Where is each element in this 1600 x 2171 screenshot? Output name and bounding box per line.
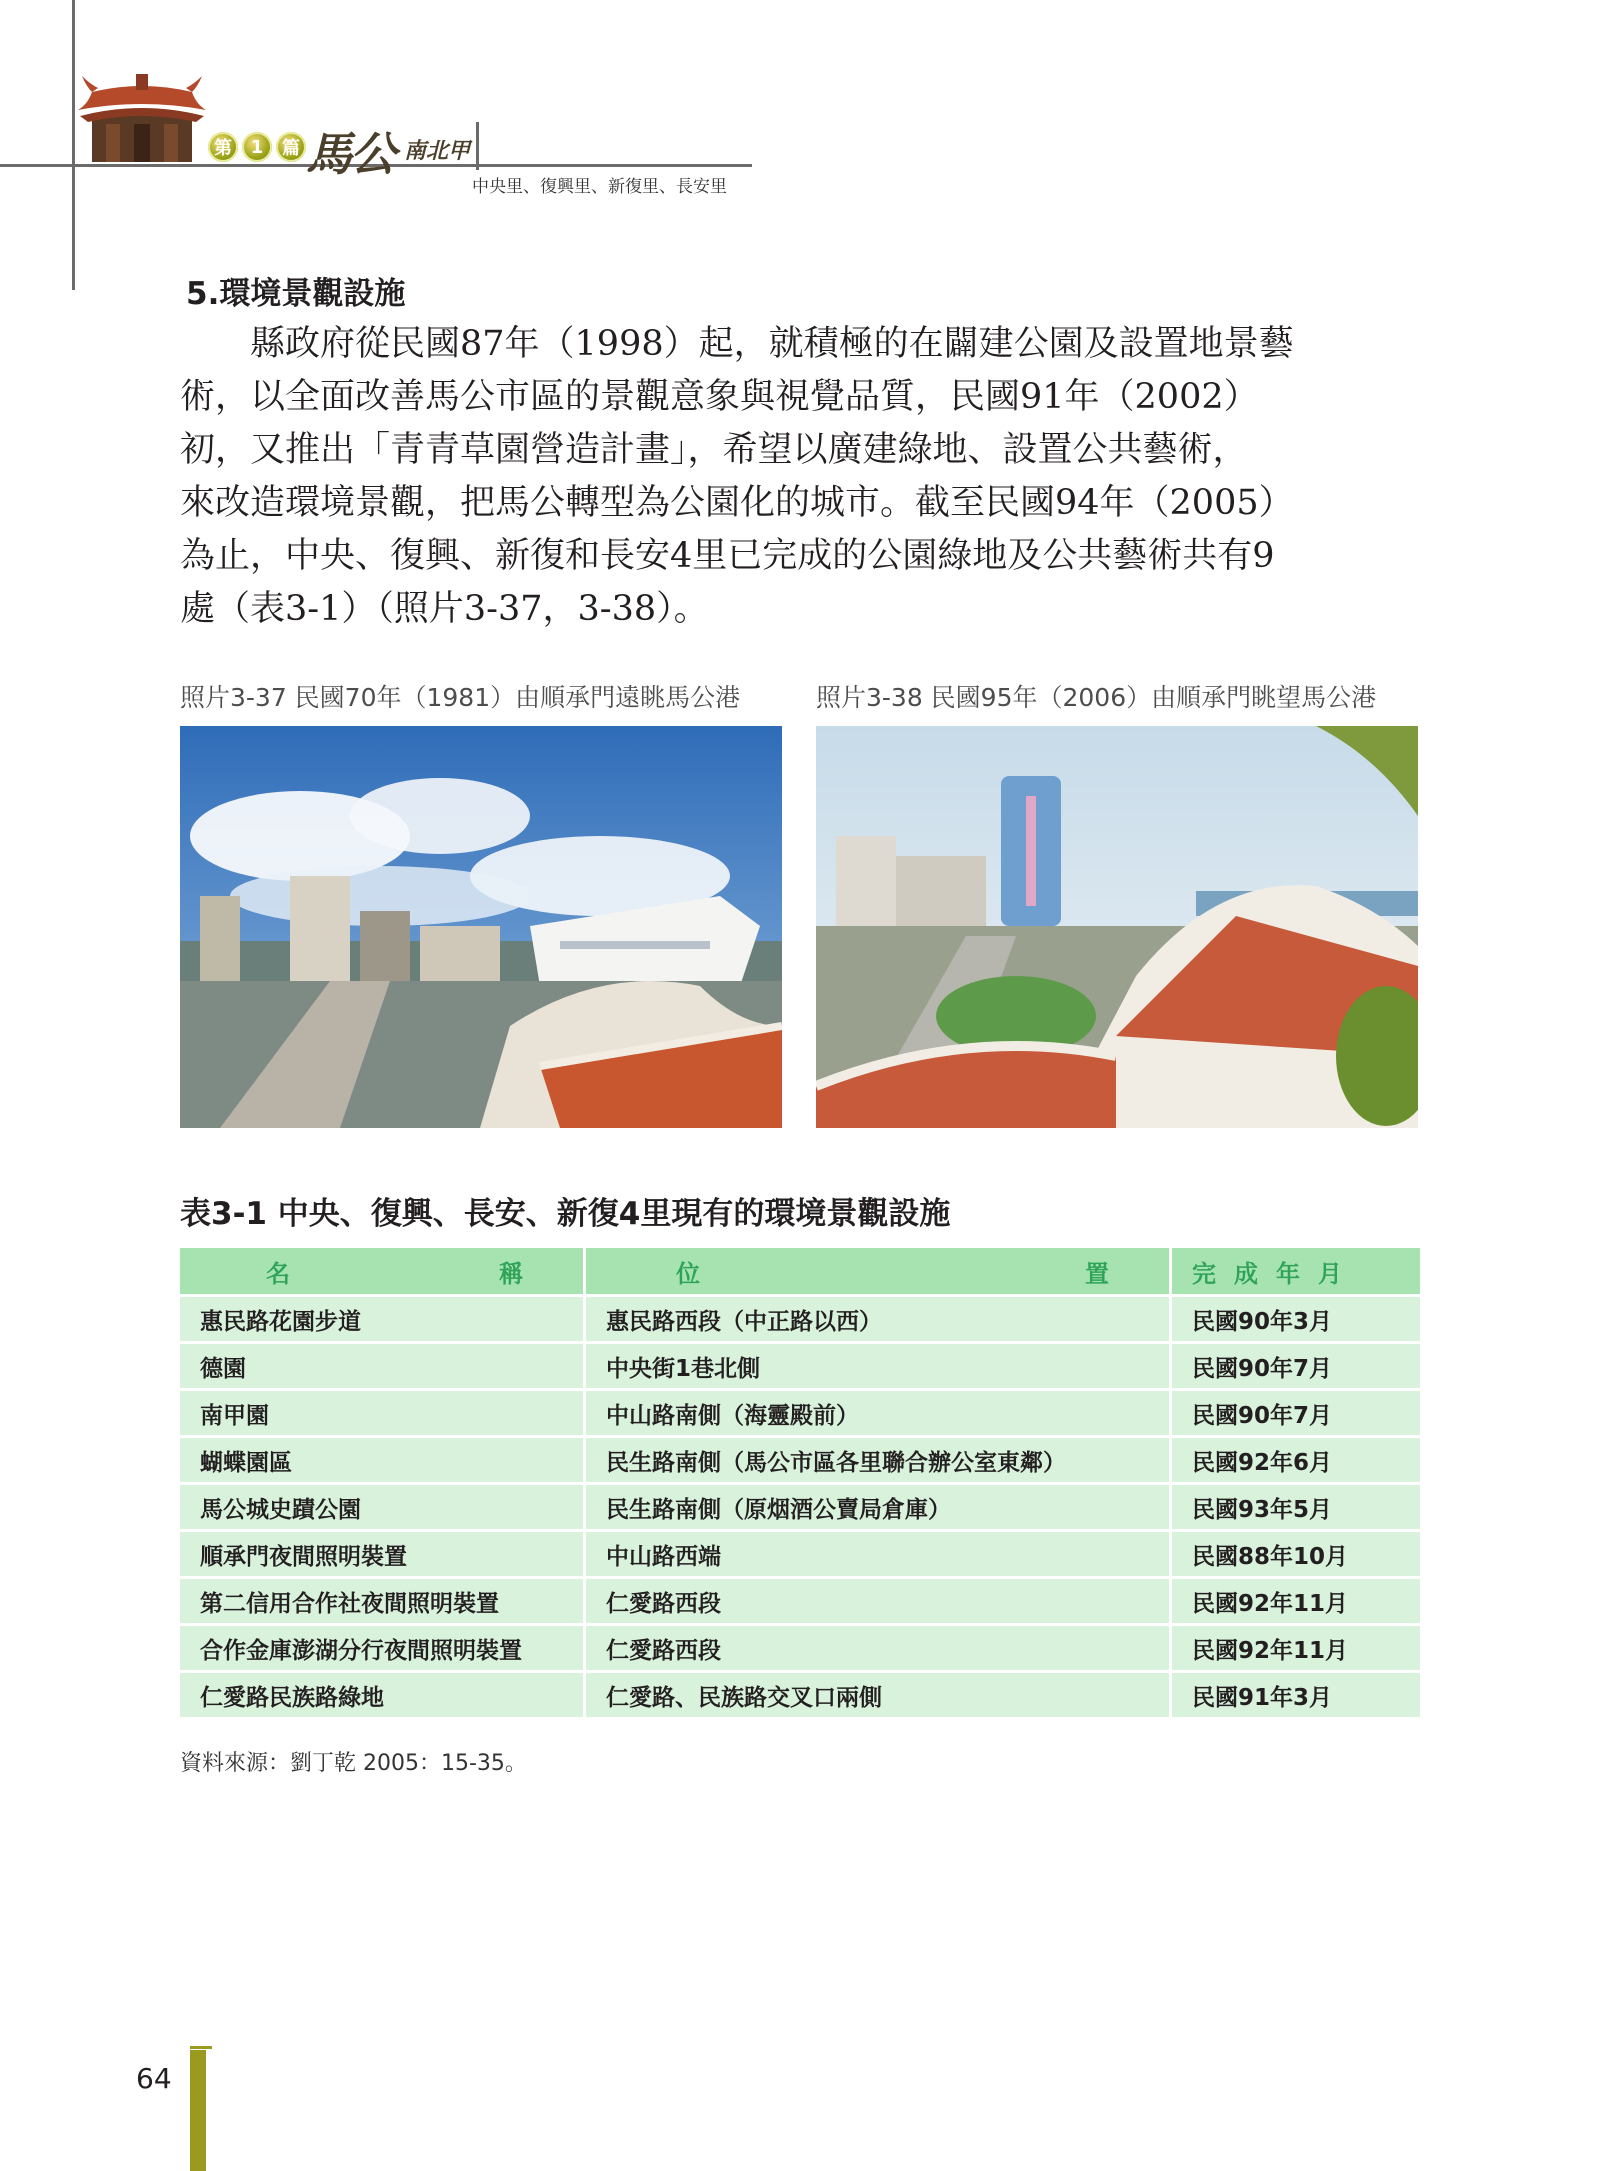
cell-location: 仁愛路、民族路交叉口兩側 <box>586 1673 1172 1720</box>
temple-roof-illustration <box>78 70 206 162</box>
cell-location: 民生路南側（馬公市區各里聯合辦公室東鄰） <box>586 1438 1172 1485</box>
header-vertical-rule <box>72 0 75 290</box>
column-header-date-label: 完成年月 <box>1192 1259 1360 1288</box>
cell-location: 惠民路西段（中正路以西） <box>586 1297 1172 1344</box>
photo-3-38 <box>816 726 1418 1128</box>
column-header-name <box>180 1248 586 1297</box>
cell-name: 蝴蝶園區 <box>180 1438 586 1485</box>
cell-date: 民國93年5月 <box>1172 1485 1420 1532</box>
cell-name: 德園 <box>180 1344 586 1391</box>
cell-date: 民國92年11月 <box>1172 1579 1420 1626</box>
cell-name: 合作金庫澎湖分行夜間照明裝置 <box>180 1626 586 1673</box>
cell-date: 民國90年7月 <box>1172 1391 1420 1438</box>
page-number: 64 <box>136 2062 172 2095</box>
photo-caption-3-38: 照片3-38 民國95年（2006）由順承門眺望馬公港 <box>816 683 1377 712</box>
cell-location: 仁愛路西段 <box>586 1579 1172 1626</box>
body-paragraph <box>180 318 1416 636</box>
paragraph-line: 縣政府從民國87年（1998）起，就積極的在闢建公園及設置地景藝 <box>250 324 1294 364</box>
cell-date: 民國88年10月 <box>1172 1532 1420 1579</box>
table-row <box>180 1485 1420 1532</box>
cell-name: 南甲園 <box>180 1391 586 1438</box>
column-header-name-first: 名 <box>266 1259 290 1288</box>
cell-date: 民國92年11月 <box>1172 1626 1420 1673</box>
cell-location: 中山路西端 <box>586 1532 1172 1579</box>
column-header-location <box>586 1248 1172 1297</box>
chapter-badges <box>208 132 306 162</box>
cell-location: 民生路南側（原烟酒公賣局倉庫） <box>586 1485 1172 1532</box>
paragraph-line: 術，以全面改善馬公市區的景觀意象與視覺品質，民國91年（2002） <box>180 377 1259 417</box>
cell-name: 惠民路花園步道 <box>180 1297 586 1344</box>
footer-bar <box>190 2050 206 2171</box>
paragraph-line: 來改造環境景觀，把馬公轉型為公園化的城市。截至民國94年（2005） <box>180 483 1294 523</box>
table-row <box>180 1673 1420 1720</box>
table-title: 表3-1 中央、復興、長安、新復4里現有的環境景觀設施 <box>180 1196 951 1232</box>
cell-location: 中央街1巷北側 <box>586 1344 1172 1391</box>
paragraph-line: 處（表3-1）（照片3-37，3-38）。 <box>180 589 709 629</box>
paragraph-line: 為止，中央、復興、新復和長安4里已完成的公園綠地及公共藝術共有9 <box>180 536 1275 576</box>
cell-date: 民國90年7月 <box>1172 1344 1420 1391</box>
chapter-subtitle: 南北甲 <box>404 138 471 164</box>
footer-tick <box>190 2046 212 2049</box>
chapter-number-badge: 1 <box>242 132 272 162</box>
column-header-name-second: 稱 <box>499 1259 523 1288</box>
village-list: 中央里、復興里、新復里、長安里 <box>472 177 727 197</box>
chapter-prefix-badge: 第 <box>208 132 238 162</box>
paragraph-line: 初，又推出「青青草園營造計畫」，希望以廣建綠地、設置公共藝術， <box>180 430 1248 470</box>
cell-location: 仁愛路西段 <box>586 1626 1172 1673</box>
cell-date: 民國91年3月 <box>1172 1673 1420 1720</box>
table-row <box>180 1391 1420 1438</box>
cell-name: 馬公城史蹟公園 <box>180 1485 586 1532</box>
cell-name: 第二信用合作社夜間照明裝置 <box>180 1579 586 1626</box>
table-row <box>180 1344 1420 1391</box>
section-title: 5.環境景觀設施 <box>186 276 406 312</box>
photo-caption-3-37: 照片3-37 民國70年（1981）由順承門遠眺馬公港 <box>180 683 741 712</box>
table-row <box>180 1532 1420 1579</box>
cell-name: 順承門夜間照明裝置 <box>180 1532 586 1579</box>
table-row <box>180 1297 1420 1344</box>
cell-date: 民國92年6月 <box>1172 1438 1420 1485</box>
cell-location: 中山路南側（海靈殿前） <box>586 1391 1172 1438</box>
table-row <box>180 1438 1420 1485</box>
table-header-row <box>180 1248 1420 1297</box>
table-source-note: 資料來源：劉丁乾 2005：15-35。 <box>180 1751 527 1776</box>
table-row <box>180 1579 1420 1626</box>
chapter-suffix-badge: 篇 <box>276 132 306 162</box>
photo-3-37 <box>180 726 782 1128</box>
column-header-date <box>1172 1248 1420 1297</box>
column-header-location-first: 位 <box>676 1259 700 1288</box>
chapter-title: 馬公 <box>306 127 394 181</box>
column-header-location-second: 置 <box>1085 1259 1109 1288</box>
cell-date: 民國90年3月 <box>1172 1297 1420 1344</box>
facilities-table <box>180 1248 1420 1720</box>
cell-name: 仁愛路民族路綠地 <box>180 1673 586 1720</box>
chapter-title-divider <box>476 122 479 170</box>
table-row <box>180 1626 1420 1673</box>
